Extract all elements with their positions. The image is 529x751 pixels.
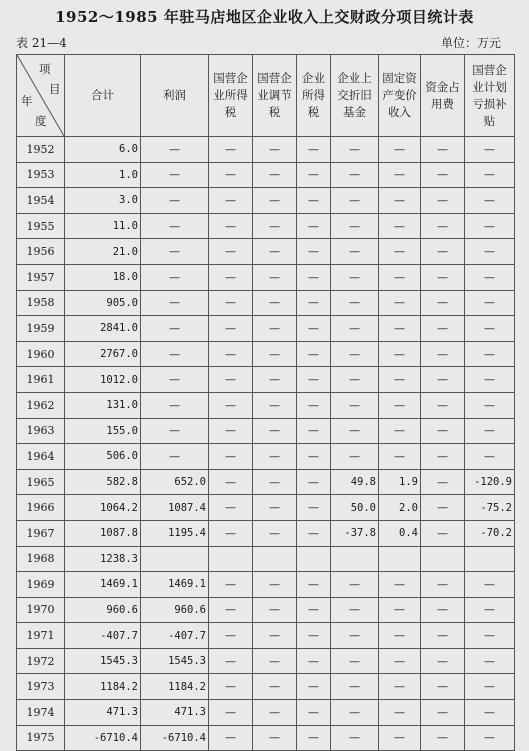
cell-total: 1545.3	[65, 648, 141, 674]
stats-table	[16, 54, 515, 751]
cell-c4: —	[253, 674, 297, 700]
table-body	[17, 137, 515, 751]
year-cell: 1966	[17, 495, 65, 521]
cell-c8: —	[421, 367, 465, 393]
cell-c3: —	[209, 367, 253, 393]
table-row	[17, 188, 515, 214]
year-cell: 1975	[17, 725, 65, 751]
cell-c4: —	[253, 623, 297, 649]
table-row	[17, 546, 515, 572]
table-row	[17, 700, 515, 726]
cell-c6: —	[331, 623, 379, 649]
cell-total: 905.0	[65, 290, 141, 316]
cell-c9: —	[465, 725, 515, 751]
cell-c6: -37.8	[331, 520, 379, 546]
cell-profit: —	[141, 418, 209, 444]
cell-c6: 50.0	[331, 495, 379, 521]
cell-c3: —	[209, 418, 253, 444]
cell-c9: -70.2	[465, 520, 515, 546]
cell-c6: —	[331, 137, 379, 163]
cell-c5: —	[297, 239, 331, 265]
cell-profit: —	[141, 162, 209, 188]
cell-c4: —	[253, 725, 297, 751]
cell-c3: —	[209, 392, 253, 418]
year-cell: 1956	[17, 239, 65, 265]
cell-c7: —	[379, 597, 421, 623]
cell-total: 131.0	[65, 392, 141, 418]
cell-c9: —	[465, 137, 515, 163]
cell-c3: —	[209, 264, 253, 290]
cell-c5: —	[297, 444, 331, 470]
cell-profit: —	[141, 341, 209, 367]
cell-c9	[465, 546, 515, 572]
cell-c5: —	[297, 264, 331, 290]
cell-c3: —	[209, 495, 253, 521]
col-header-adjust-tax: 国营企业调节税	[253, 55, 297, 137]
cell-profit: 652.0	[141, 469, 209, 495]
cell-c5: —	[297, 341, 331, 367]
cell-total: 960.6	[65, 597, 141, 623]
cell-total: 506.0	[65, 444, 141, 470]
cell-total: 1184.2	[65, 674, 141, 700]
cell-c8: —	[421, 572, 465, 598]
cell-c5: —	[297, 290, 331, 316]
corner-item-char-2: 目	[49, 82, 61, 96]
cell-c7: 2.0	[379, 495, 421, 521]
cell-c7: 0.4	[379, 520, 421, 546]
cell-c9: —	[465, 264, 515, 290]
table-row	[17, 495, 515, 521]
year-cell: 1965	[17, 469, 65, 495]
cell-c6: —	[331, 418, 379, 444]
cell-total: 582.8	[65, 469, 141, 495]
cell-c3: —	[209, 137, 253, 163]
cell-profit: 1184.2	[141, 674, 209, 700]
cell-c6: —	[331, 674, 379, 700]
cell-profit: —	[141, 367, 209, 393]
cell-profit: 960.6	[141, 597, 209, 623]
table-row	[17, 597, 515, 623]
cell-c4: —	[253, 162, 297, 188]
cell-c7	[379, 546, 421, 572]
cell-c8: —	[421, 520, 465, 546]
cell-c6: —	[331, 572, 379, 598]
cell-total: 1012.0	[65, 367, 141, 393]
col-header-loss-subsidy: 国营企业计划亏损补贴	[465, 55, 515, 137]
cell-c4: —	[253, 648, 297, 674]
cell-c5: —	[297, 648, 331, 674]
cell-total: 3.0	[65, 188, 141, 214]
cell-c4: —	[253, 700, 297, 726]
cell-profit: —	[141, 137, 209, 163]
table-row	[17, 162, 515, 188]
cell-c4	[253, 546, 297, 572]
table-row	[17, 341, 515, 367]
cell-c7: —	[379, 648, 421, 674]
cell-c7: —	[379, 213, 421, 239]
cell-c9: -120.9	[465, 469, 515, 495]
cell-c8: —	[421, 597, 465, 623]
cell-profit: —	[141, 444, 209, 470]
cell-c9: —	[465, 316, 515, 342]
table-row	[17, 392, 515, 418]
cell-c6: —	[331, 239, 379, 265]
cell-c8: —	[421, 290, 465, 316]
year-cell: 1973	[17, 674, 65, 700]
cell-profit: —	[141, 316, 209, 342]
cell-c5: —	[297, 162, 331, 188]
cell-c5: —	[297, 520, 331, 546]
cell-c5: —	[297, 392, 331, 418]
cell-c4: —	[253, 418, 297, 444]
cell-c8: —	[421, 418, 465, 444]
year-cell: 1969	[17, 572, 65, 598]
cell-c7: —	[379, 188, 421, 214]
cell-c3: —	[209, 162, 253, 188]
cell-c8: —	[421, 623, 465, 649]
cell-c8: —	[421, 725, 465, 751]
year-cell: 1970	[17, 597, 65, 623]
cell-c4: —	[253, 572, 297, 598]
cell-profit: 1195.4	[141, 520, 209, 546]
cell-c8: —	[421, 316, 465, 342]
cell-total: 2841.0	[65, 316, 141, 342]
cell-total: 18.0	[65, 264, 141, 290]
cell-profit: 1545.3	[141, 648, 209, 674]
cell-profit: 1469.1	[141, 572, 209, 598]
cell-c9: —	[465, 597, 515, 623]
cell-c6: 49.8	[331, 469, 379, 495]
cell-profit: —	[141, 213, 209, 239]
corner-year-char-1: 年	[21, 94, 33, 108]
cell-c9: —	[465, 700, 515, 726]
cell-c3: —	[209, 700, 253, 726]
cell-profit: —	[141, 392, 209, 418]
cell-c4: —	[253, 264, 297, 290]
cell-c3: —	[209, 623, 253, 649]
col-header-profit: 利润	[141, 55, 209, 137]
col-header-fund-fee: 资金占用费	[421, 55, 465, 137]
table-row	[17, 520, 515, 546]
cell-c3: —	[209, 572, 253, 598]
cell-total: 1087.8	[65, 520, 141, 546]
cell-c7: —	[379, 162, 421, 188]
cell-c7: —	[379, 341, 421, 367]
corner-header	[17, 55, 65, 137]
cell-total: 155.0	[65, 418, 141, 444]
cell-c7: —	[379, 444, 421, 470]
year-cell: 1958	[17, 290, 65, 316]
cell-c8: —	[421, 469, 465, 495]
col-header-income-tax: 国营企业所得税	[209, 55, 253, 137]
cell-profit: -6710.4	[141, 725, 209, 751]
cell-c5: —	[297, 572, 331, 598]
cell-total: 2767.0	[65, 341, 141, 367]
cell-c7: 1.9	[379, 469, 421, 495]
table-row	[17, 572, 515, 598]
cell-c3: —	[209, 290, 253, 316]
table-row	[17, 264, 515, 290]
cell-c5: —	[297, 725, 331, 751]
cell-c3: —	[209, 725, 253, 751]
cell-c5: —	[297, 316, 331, 342]
cell-total: 1238.3	[65, 546, 141, 572]
cell-c4: —	[253, 290, 297, 316]
year-cell: 1963	[17, 418, 65, 444]
cell-c8: —	[421, 495, 465, 521]
cell-c5: —	[297, 137, 331, 163]
year-cell: 1972	[17, 648, 65, 674]
cell-c5: —	[297, 623, 331, 649]
cell-total: 1469.1	[65, 572, 141, 598]
cell-c5: —	[297, 469, 331, 495]
cell-c8	[421, 546, 465, 572]
table-row	[17, 469, 515, 495]
cell-c3: —	[209, 341, 253, 367]
cell-c6: —	[331, 290, 379, 316]
cell-c8: —	[421, 239, 465, 265]
cell-c4: —	[253, 444, 297, 470]
cell-c7: —	[379, 623, 421, 649]
cell-c9: —	[465, 623, 515, 649]
unit-label: 单位：万元	[440, 36, 501, 50]
cell-total: 6.0	[65, 137, 141, 163]
cell-c7: —	[379, 367, 421, 393]
cell-c3: —	[209, 469, 253, 495]
cell-c5: —	[297, 700, 331, 726]
cell-c9: —	[465, 367, 515, 393]
cell-c7: —	[379, 290, 421, 316]
cell-c9: —	[465, 392, 515, 418]
cell-c7: —	[379, 316, 421, 342]
cell-c8: —	[421, 264, 465, 290]
cell-c6: —	[331, 444, 379, 470]
cell-c6: —	[331, 316, 379, 342]
cell-c5: —	[297, 213, 331, 239]
table-row	[17, 316, 515, 342]
cell-c4: —	[253, 188, 297, 214]
cell-profit: 471.3	[141, 700, 209, 726]
cell-total: 11.0	[65, 213, 141, 239]
cell-c5: —	[297, 188, 331, 214]
cell-c3: —	[209, 213, 253, 239]
cell-total: 471.3	[65, 700, 141, 726]
cell-c8: —	[421, 341, 465, 367]
table-row	[17, 725, 515, 751]
year-cell: 1968	[17, 546, 65, 572]
cell-c6: —	[331, 597, 379, 623]
cell-c8: —	[421, 188, 465, 214]
cell-c8: —	[421, 213, 465, 239]
cell-c5: —	[297, 597, 331, 623]
cell-c3: —	[209, 597, 253, 623]
cell-c3: —	[209, 188, 253, 214]
table-row	[17, 213, 515, 239]
cell-c3: —	[209, 520, 253, 546]
cell-c7: —	[379, 392, 421, 418]
cell-profit: —	[141, 188, 209, 214]
cell-c6: —	[331, 213, 379, 239]
year-cell: 1960	[17, 341, 65, 367]
col-header-total: 合计	[65, 55, 141, 137]
cell-c7: —	[379, 725, 421, 751]
year-cell: 1957	[17, 264, 65, 290]
cell-c6: —	[331, 725, 379, 751]
cell-c6: —	[331, 188, 379, 214]
cell-c3: —	[209, 648, 253, 674]
cell-c9: -75.2	[465, 495, 515, 521]
cell-c9: —	[465, 188, 515, 214]
cell-c9: —	[465, 213, 515, 239]
year-cell: 1955	[17, 213, 65, 239]
table-row	[17, 674, 515, 700]
cell-c9: —	[465, 648, 515, 674]
table-row	[17, 418, 515, 444]
year-cell: 1971	[17, 623, 65, 649]
cell-c8: —	[421, 674, 465, 700]
cell-c8: —	[421, 392, 465, 418]
year-cell: 1961	[17, 367, 65, 393]
cell-c8: —	[421, 444, 465, 470]
cell-total: -6710.4	[65, 725, 141, 751]
cell-profit: 1087.4	[141, 495, 209, 521]
table-number: 表 21—4	[16, 36, 67, 50]
cell-c7: —	[379, 137, 421, 163]
cell-c3: —	[209, 674, 253, 700]
cell-c9: —	[465, 162, 515, 188]
cell-total: 1064.2	[65, 495, 141, 521]
year-cell: 1959	[17, 316, 65, 342]
cell-c4: —	[253, 392, 297, 418]
cell-c5: —	[297, 674, 331, 700]
cell-c4: —	[253, 520, 297, 546]
cell-c4: —	[253, 213, 297, 239]
cell-c4: —	[253, 316, 297, 342]
cell-profit: —	[141, 239, 209, 265]
year-cell: 1964	[17, 444, 65, 470]
cell-c5	[297, 546, 331, 572]
table-row	[17, 239, 515, 265]
cell-c5: —	[297, 367, 331, 393]
cell-c4: —	[253, 137, 297, 163]
corner-year-char-2: 度	[35, 114, 47, 128]
col-header-income-tax-2: 企业所得税	[297, 55, 331, 137]
cell-c9: —	[465, 290, 515, 316]
year-cell: 1953	[17, 162, 65, 188]
cell-c9: —	[465, 239, 515, 265]
cell-c3	[209, 546, 253, 572]
cell-c3: —	[209, 316, 253, 342]
cell-c4: —	[253, 495, 297, 521]
cell-c9: —	[465, 418, 515, 444]
col-header-asset-change: 固定资产变价收入	[379, 55, 421, 137]
year-cell: 1962	[17, 392, 65, 418]
table-row	[17, 367, 515, 393]
cell-c4: —	[253, 469, 297, 495]
year-cell: 1954	[17, 188, 65, 214]
cell-c6: —	[331, 700, 379, 726]
cell-profit: -407.7	[141, 623, 209, 649]
cell-c8: —	[421, 648, 465, 674]
cell-c6: —	[331, 648, 379, 674]
cell-c4: —	[253, 341, 297, 367]
cell-c4: —	[253, 239, 297, 265]
cell-c4: —	[253, 367, 297, 393]
cell-total: -407.7	[65, 623, 141, 649]
table-row	[17, 648, 515, 674]
cell-c8: —	[421, 700, 465, 726]
corner-item-char-1: 项	[39, 62, 51, 76]
cell-c4: —	[253, 597, 297, 623]
cell-c6	[331, 546, 379, 572]
col-header-depreciation: 企业上交折旧基金	[331, 55, 379, 137]
cell-c9: —	[465, 444, 515, 470]
cell-profit: —	[141, 264, 209, 290]
cell-c7: —	[379, 674, 421, 700]
header-row	[17, 55, 515, 137]
cell-c9: —	[465, 674, 515, 700]
cell-c7: —	[379, 264, 421, 290]
cell-total: 21.0	[65, 239, 141, 265]
cell-c6: —	[331, 162, 379, 188]
cell-c3: —	[209, 444, 253, 470]
table-row	[17, 290, 515, 316]
page-title: 1952～1985 年驻马店地区企业收入上交财政分项目统计表	[55, 8, 474, 26]
cell-c7: —	[379, 239, 421, 265]
cell-c7: —	[379, 572, 421, 598]
cell-c5: —	[297, 495, 331, 521]
year-cell: 1974	[17, 700, 65, 726]
cell-profit	[141, 546, 209, 572]
cell-c6: —	[331, 392, 379, 418]
cell-c5: —	[297, 418, 331, 444]
year-cell: 1967	[17, 520, 65, 546]
cell-total: 1.0	[65, 162, 141, 188]
cell-c9: —	[465, 572, 515, 598]
cell-c6: —	[331, 264, 379, 290]
table-row	[17, 137, 515, 163]
cell-c3: —	[209, 239, 253, 265]
cell-profit: —	[141, 290, 209, 316]
cell-c8: —	[421, 137, 465, 163]
table-row	[17, 623, 515, 649]
cell-c8: —	[421, 162, 465, 188]
cell-c6: —	[331, 367, 379, 393]
cell-c7: —	[379, 418, 421, 444]
cell-c9: —	[465, 341, 515, 367]
year-cell: 1952	[17, 137, 65, 163]
cell-c6: —	[331, 341, 379, 367]
cell-c7: —	[379, 700, 421, 726]
table-row	[17, 444, 515, 470]
